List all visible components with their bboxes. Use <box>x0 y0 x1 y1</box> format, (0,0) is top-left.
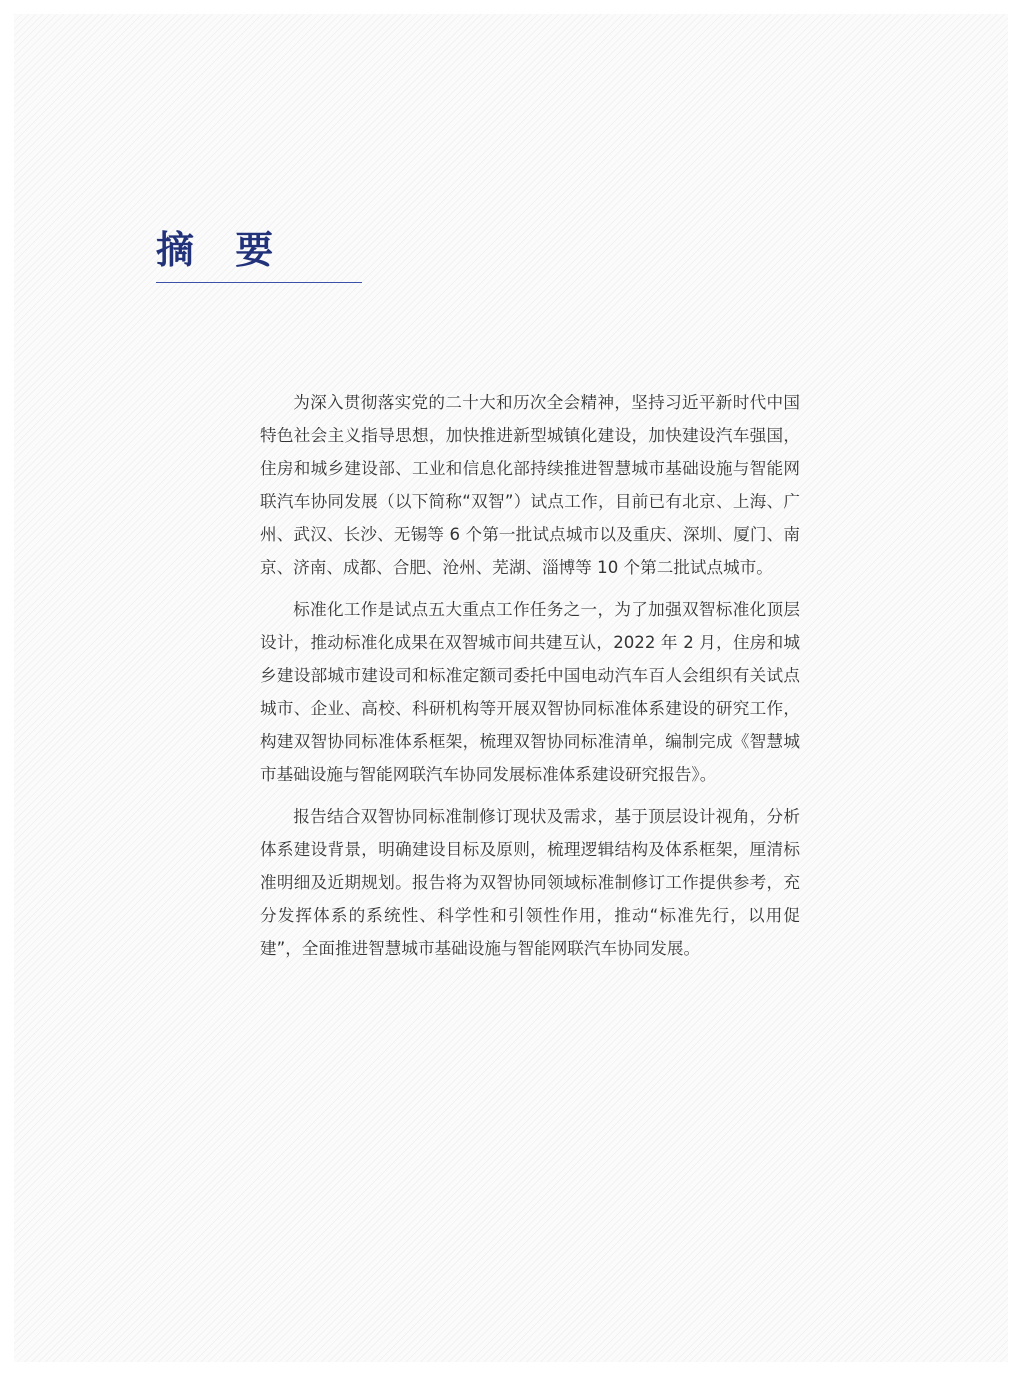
page-title: 摘 要 <box>156 228 288 272</box>
paragraph-3: 报告结合双智协同标准制修订现状及需求，基于顶层设计视角，分析体系建设背景，明确建设目标及原则，梳理逻辑结构及体系框架，厘清标准明细及近期规划。报告将为双智协同领域标准制修订工作提供参考，充分发挥体系的系统性、科学性和引领性作用，推动“标准先行，以用促建”，全面推进智慧城市基础设施与智能网联汽车协同发展。 <box>260 807 800 958</box>
paragraph-2: 标准化工作是试点五大重点工作任务之一，为了加强双智标准化顶层设计，推动标准化成果在双智城市间共建互认，2022 年 2 月，住房和城乡建设部城市建设司和标准定额司委托中国电动汽车百人会组织有关试点城市、企业、高校、科研机构等开展双智协同标准体系建设的研究工作，构建双智协同标准体系框架，梳理双智协同标准清单，编制完成《智慧城市基础设施与智能网联汽车协同发展标准体系建设研究报告》。 <box>260 600 800 784</box>
abstract-body <box>260 386 800 974</box>
title-underline <box>156 282 362 283</box>
paragraph-1: 为深入贯彻落实党的二十大和历次全会精神，坚持习近平新时代中国特色社会主义指导思想，加快推进新型城镇化建设，加快建设汽车强国，住房和城乡建设部、工业和信息化部持续推进智慧城市基础设施与智能网联汽车协同发展（以下简称“双智”）试点工作，目前已有北京、上海、广州、武汉、长沙、无锡等 6 个第一批试点城市以及重庆、深圳、厦门、南京、济南、成都、合肥、沧州、芜湖、淄博等 10 个第二批试点城市。 <box>260 393 800 577</box>
